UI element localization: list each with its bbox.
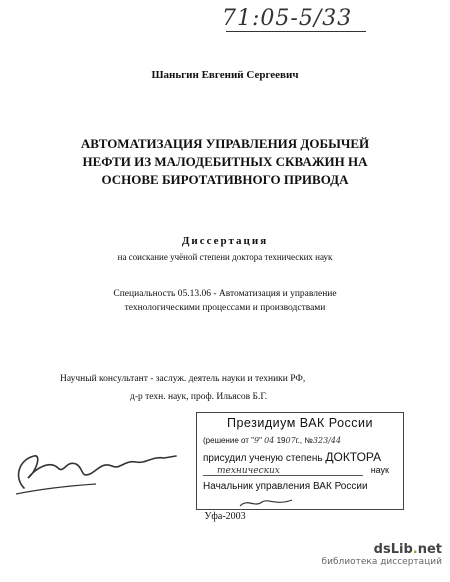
watermark-brand: dsLib.net: [373, 542, 442, 557]
stamp-head-line: Начальник управления ВАК России: [203, 481, 368, 492]
stamp-header: Президиум ВАК России: [227, 416, 373, 430]
consultant-line-1: Научный консультант - заслуж. деятель науки и техники РФ,: [60, 374, 306, 384]
vak-stamp: [196, 412, 404, 510]
stamp-science-line: технических наук: [203, 465, 393, 476]
watermark: [322, 542, 442, 567]
thesis-title-line-2: НЕФТИ ИЗ МАЛОДЕБИТНЫХ СКВАЖИН НА: [82, 154, 368, 169]
stamp-awarded-line: присудил ученую степень ДОКТОРА: [203, 450, 382, 464]
author-name: Шаньгин Евгений Сергеевич: [151, 69, 299, 81]
specialty-line-1: Специальность 05.13.06 - Автоматизация и управление: [113, 289, 337, 299]
handwritten-catalog-number: 71:05-5/33: [222, 4, 372, 34]
stamp-decision-line: (решение от "9" 04 1907г., №323/44: [203, 436, 342, 445]
specialty-line-2: технологическими процессами и производствами: [124, 303, 326, 313]
city-year: Уфа-2003: [204, 511, 246, 522]
document-type: Диссертация: [181, 235, 269, 247]
consultant-line-2: д-р техн. наук, проф. Ильясов Б.Г.: [130, 392, 268, 402]
stamp-signature: [236, 496, 296, 510]
degree-line: на соискание учёной степени доктора технических наук: [117, 252, 333, 262]
watermark-subtitle: библиотека диссертаций: [321, 557, 442, 567]
thesis-title-line-3: ОСНОВЕ БИРОТАТИВНОГО ПРИВОДА: [101, 172, 349, 187]
thesis-title-line-1: АВТОМАТИЗАЦИЯ УПРАВЛЕНИЯ ДОБЫЧЕЙ: [80, 136, 370, 151]
handwritten-signature: [6, 438, 206, 498]
